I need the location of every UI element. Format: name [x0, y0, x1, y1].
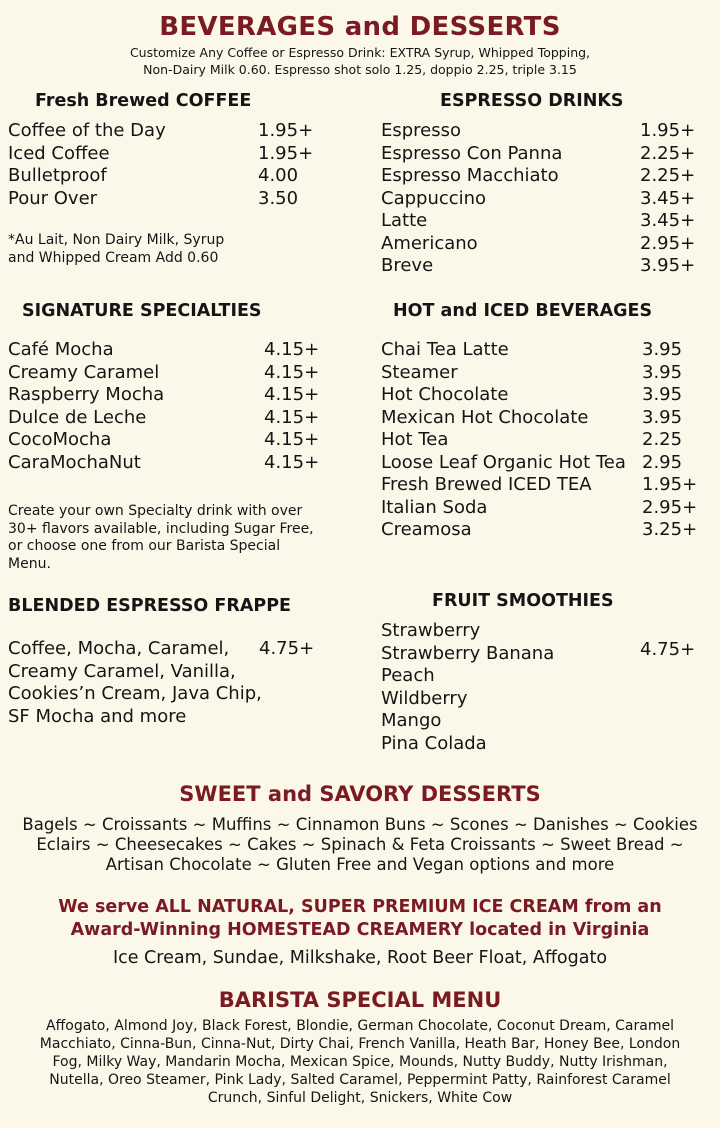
signature-note — [8, 503, 314, 573]
item-price: 2.95+ — [640, 232, 696, 254]
menu-item — [381, 497, 711, 520]
barista-list — [0, 1017, 720, 1107]
item-name: Espresso Con Panna — [381, 142, 563, 164]
item-name: Breve — [381, 255, 434, 276]
item-price: 4.15+ — [264, 451, 320, 473]
item-price: 3.95 — [642, 406, 683, 428]
menu-item — [381, 362, 711, 385]
item-name: Mexican Hot Chocolate — [381, 406, 589, 428]
coffee-heading: Fresh Brewed COFFEE — [35, 91, 252, 111]
item-name: Iced Coffee — [8, 142, 110, 164]
item-name: Creamosa — [381, 519, 472, 540]
frappe-line: Coffee, Mocha, Caramel, 4.75+ — [8, 638, 315, 659]
coffee-list — [8, 120, 328, 210]
barista-line: Affogato, Almond Joy, Black Forest, Blondie, German Chocolate, Coconut Dream, Caramel — [46, 1018, 674, 1034]
item-price: 3.95 — [642, 339, 683, 360]
item-name: Espresso Macchiato — [381, 165, 559, 186]
item-name: Latte — [381, 210, 428, 231]
smoothie-item: Wildberry — [381, 687, 468, 709]
smoothies-list — [381, 620, 711, 755]
item-name: CocoMocha — [8, 429, 112, 450]
item-price: 3.45+ — [640, 210, 696, 231]
desserts-line: Bagels ~ Croissants ~ Muffins ~ Cinnamon Buns ~ Scones ~ Danishes ~ Cookies — [22, 815, 698, 834]
signature-heading: SIGNATURE SPECIALTIES — [22, 301, 262, 321]
item-price: 4.15+ — [264, 429, 320, 450]
menu-item — [8, 339, 338, 362]
note-line: Create your own Specialty drink with over — [8, 503, 303, 519]
item-price: 4.75+ — [259, 638, 315, 659]
menu-item — [8, 407, 338, 430]
item-name: Chai Tea Latte — [381, 339, 509, 360]
barista-line: Fog, Milky Way, Mandarin Mocha, Mexican Spice, Mounds, Nutty Buddy, Nutty Irishman, — [52, 1054, 668, 1070]
item-name: Creamy Caramel — [8, 361, 160, 383]
menu-item — [8, 143, 328, 166]
frappe-heading: BLENDED ESPRESSO FRAPPE — [8, 596, 291, 616]
item-name: Espresso — [381, 120, 462, 141]
smoothie-item: Strawberry Banana 4.75+ — [381, 638, 696, 664]
menu-item — [381, 210, 711, 233]
item-price: 4.15+ — [264, 339, 320, 360]
frappe-line: Creamy Caramel, Vanilla, — [8, 660, 236, 682]
item-price: 2.25+ — [640, 142, 696, 164]
item-price: 4.15+ — [264, 384, 320, 405]
smoothie-item: Pina Colada — [381, 732, 487, 754]
menu-item — [381, 429, 711, 452]
item-price: 2.95 — [642, 451, 683, 473]
item-price: 1.95+ — [258, 120, 314, 141]
item-name: Bulletproof — [8, 165, 107, 186]
menu-item — [381, 407, 711, 430]
menu-item — [381, 519, 711, 542]
menu-item — [8, 452, 338, 475]
coffee-note — [8, 232, 224, 267]
item-name: Pour Over — [8, 187, 98, 209]
menu-item — [8, 429, 338, 452]
menu-item — [381, 188, 711, 211]
promo-line: Award-Winning HOMESTEAD CREAMERY located in Virginia — [70, 920, 650, 940]
item-name: Dulce de Leche — [8, 406, 147, 428]
menu-item — [381, 255, 711, 278]
item-price: 2.25+ — [640, 165, 696, 186]
item-name: Americano — [381, 232, 478, 254]
item-price: 3.95 — [642, 384, 683, 405]
note-line: Menu. — [8, 555, 51, 572]
customize-note-line: Non-Dairy Milk 0.60. Espresso shot solo 1.25, doppio 2.25, triple 3.15 — [143, 62, 577, 77]
item-price: 1.95+ — [642, 474, 698, 495]
frappe-list — [8, 638, 338, 728]
menu-item — [381, 474, 711, 497]
menu-item — [381, 452, 711, 475]
menu-item — [381, 143, 711, 166]
signature-list — [8, 339, 338, 474]
item-price: 1.95+ — [640, 120, 696, 141]
item-name: Steamer — [381, 361, 458, 383]
item-price: 1.95+ — [258, 142, 314, 164]
item-name: Italian Soda — [381, 496, 488, 518]
customize-note — [0, 44, 720, 78]
smoothie-item: Strawberry — [381, 620, 481, 641]
note-line: and Whipped Cream Add 0.60 — [8, 249, 219, 266]
smoothies-heading: FRUIT SMOOTHIES — [432, 591, 614, 611]
desserts-line: Eclairs ~ Cheesecakes ~ Cakes ~ Spinach & Feta Croissants ~ Sweet Bread ~ — [36, 835, 684, 854]
item-price: 4.15+ — [264, 361, 320, 383]
hot-iced-heading: HOT and ICED BEVERAGES — [393, 301, 653, 321]
item-name: Raspberry Mocha — [8, 384, 165, 405]
item-name: Hot Chocolate — [381, 384, 509, 405]
page-title: BEVERAGES and DESSERTS — [159, 12, 561, 42]
item-price: 3.25+ — [642, 519, 698, 540]
barista-line: Macchiato, Cinna-Bun, Cinna-Nut, Dirty Chai, French Vanilla, Heath Bar, Honey Bee, London — [39, 1036, 681, 1052]
desserts-list — [0, 815, 720, 875]
item-price: 3.50 — [258, 187, 299, 209]
note-line: or choose one from our Barista Special — [8, 538, 281, 554]
menu-item — [8, 384, 338, 407]
menu-item — [381, 384, 711, 407]
item-price: 4.75+ — [640, 638, 696, 660]
desserts-heading: SWEET and SAVORY DESSERTS — [179, 782, 541, 806]
item-price: 3.95 — [642, 361, 683, 383]
barista-line: Nutella, Oreo Steamer, Pink Lady, Salted Caramel, Peppermint Patty, Rainforest Caramel — [49, 1072, 671, 1088]
item-name: Loose Leaf Organic Hot Tea — [381, 451, 626, 473]
espresso-heading: ESPRESSO DRINKS — [440, 91, 624, 111]
item-price: 3.95+ — [640, 255, 696, 276]
item-price: 4.15+ — [264, 406, 320, 428]
menu-item — [381, 165, 711, 188]
item-name: Coffee of the Day — [8, 120, 166, 141]
promo-line: We serve ALL NATURAL, SUPER PREMIUM ICE CREAM from an — [58, 897, 662, 917]
menu-item — [381, 233, 711, 256]
ice-cream-items: Ice Cream, Sundae, Milkshake, Root Beer Float, Affogato — [112, 948, 608, 968]
menu-item — [381, 120, 711, 143]
barista-line: Crunch, Sinful Delight, Snickers, White Cow — [207, 1090, 513, 1106]
frappe-line: SF Mocha and more — [8, 705, 187, 727]
smoothie-item: Peach — [381, 665, 435, 686]
item-price: 2.25 — [642, 429, 683, 450]
ice-cream-promo — [0, 896, 720, 942]
item-name: Cappuccino — [381, 187, 487, 209]
hot-iced-list — [381, 339, 711, 542]
menu-item — [381, 339, 711, 362]
item-name: CaraMochaNut — [8, 451, 141, 473]
item-price: 3.45+ — [640, 187, 696, 209]
smoothie-item: Mango — [381, 710, 442, 731]
item-price: 2.95+ — [642, 496, 698, 518]
barista-heading: BARISTA SPECIAL MENU — [218, 988, 502, 1012]
menu-item — [8, 165, 328, 188]
item-name: Hot Tea — [381, 429, 449, 450]
espresso-list — [381, 120, 711, 278]
item-name: Fresh Brewed ICED TEA — [381, 474, 592, 495]
customize-note-line: Customize Any Coffee or Espresso Drink: EXTRA Syrup, Whipped Topping, — [129, 45, 591, 60]
desserts-line: Artisan Chocolate ~ Gluten Free and Vegan options and more — [105, 855, 615, 874]
note-line: *Au Lait, Non Dairy Milk, Syrup — [8, 232, 225, 248]
menu-item — [8, 188, 328, 211]
item-name: Café Mocha — [8, 339, 114, 360]
item-price: 4.00 — [258, 165, 299, 186]
frappe-line: Cookies’n Cream, Java Chip, — [8, 683, 262, 704]
menu-item — [8, 362, 338, 385]
note-line: 30+ flavors available, including Sugar Free, — [8, 520, 314, 537]
menu-item — [8, 120, 328, 143]
